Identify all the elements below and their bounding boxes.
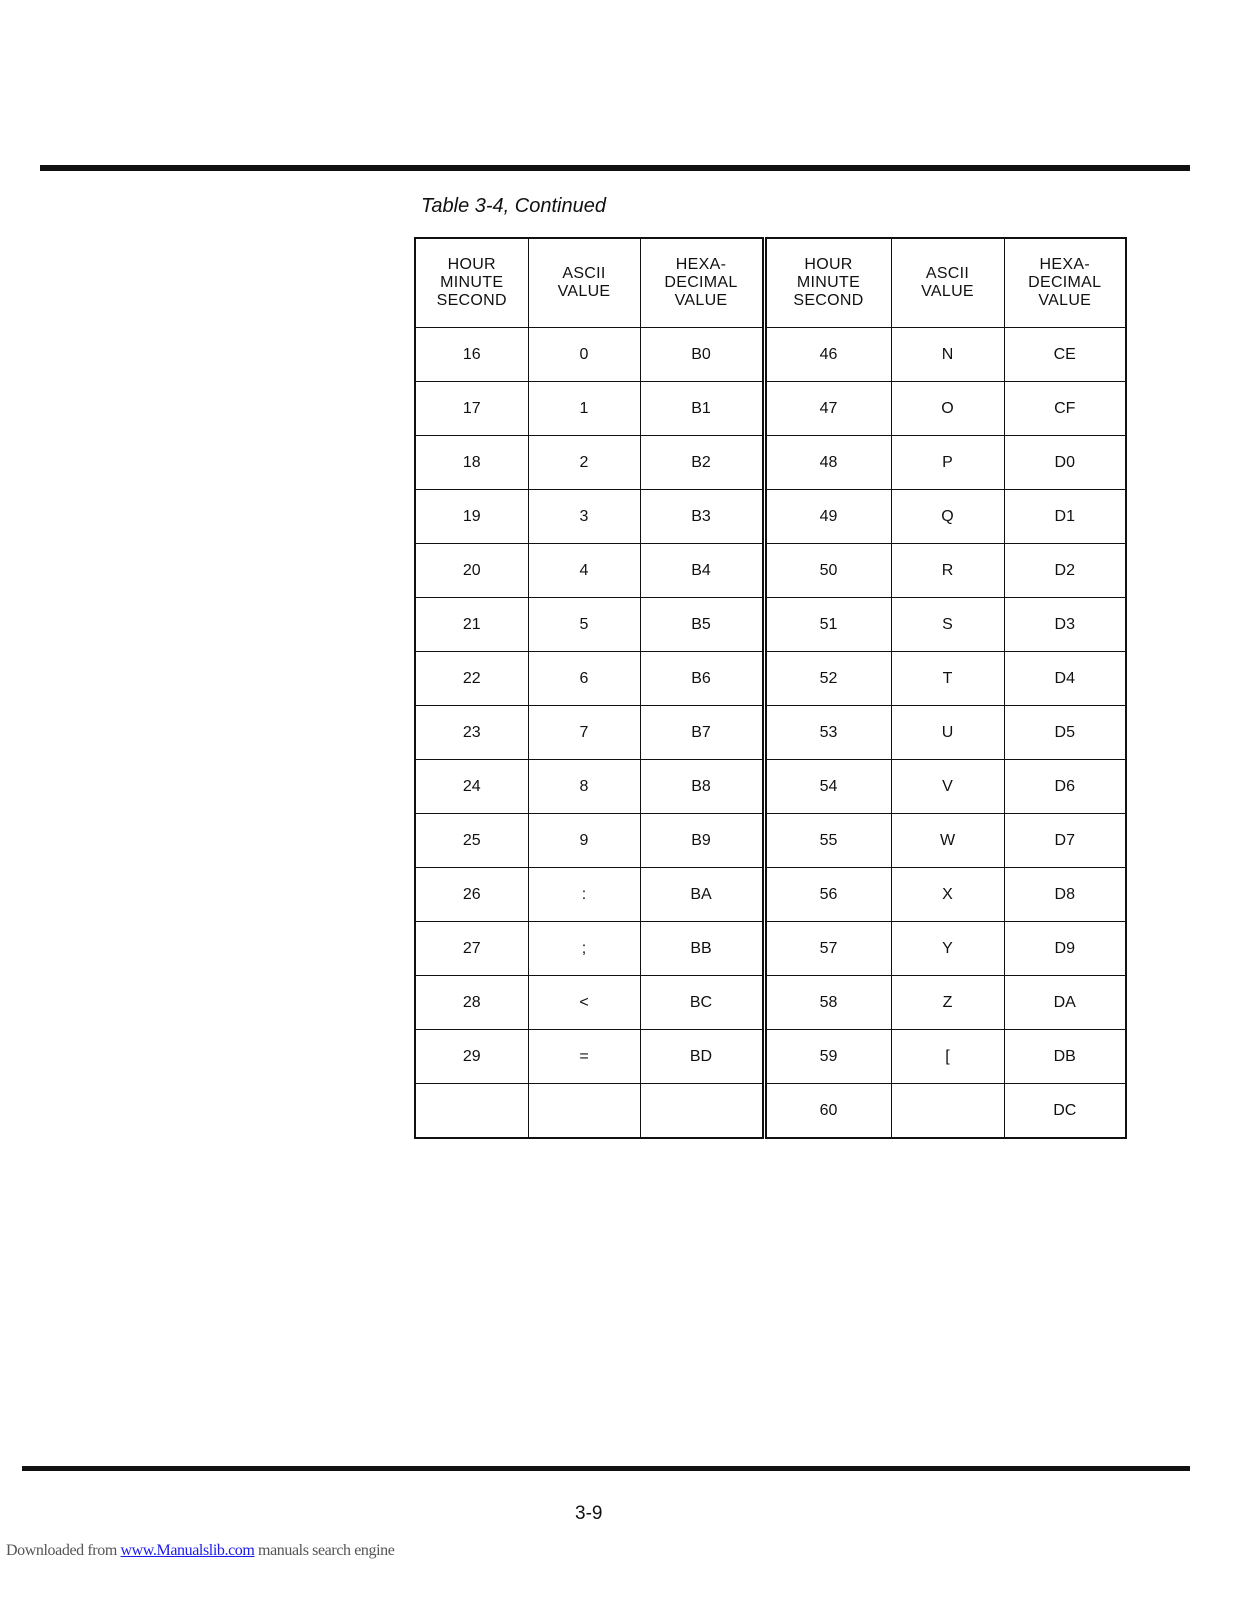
table-cell: BD	[640, 1030, 764, 1084]
manualslib-link[interactable]: www.Manualslib.com	[120, 1542, 255, 1559]
table-cell: BB	[640, 922, 764, 976]
ascii-hex-table	[414, 237, 1127, 1139]
table-cell: 49	[764, 490, 891, 544]
header-hour-minute-second: HOUR MINUTE SECOND	[415, 238, 528, 328]
table-cell: V	[891, 760, 1004, 814]
table-cell: 2	[528, 436, 640, 490]
table-cell: 58	[764, 976, 891, 1030]
table-row	[415, 490, 1126, 544]
table-row	[415, 598, 1126, 652]
table-row	[415, 760, 1126, 814]
table-row	[415, 1030, 1126, 1084]
table-row	[415, 814, 1126, 868]
table-cell: BC	[640, 976, 764, 1030]
table-cell: B3	[640, 490, 764, 544]
table-cell: 16	[415, 328, 528, 382]
table-cell: 46	[764, 328, 891, 382]
table-cell: [	[891, 1030, 1004, 1084]
table-header-row	[415, 238, 1126, 328]
table-cell: CF	[1004, 382, 1126, 436]
table-cell: <	[528, 976, 640, 1030]
table-cell: B7	[640, 706, 764, 760]
table-cell: CE	[1004, 328, 1126, 382]
table-cell: 19	[415, 490, 528, 544]
table-cell: D0	[1004, 436, 1126, 490]
header-hour-minute-second: HOUR MINUTE SECOND	[764, 238, 891, 328]
table-cell: 29	[415, 1030, 528, 1084]
table-cell: Z	[891, 976, 1004, 1030]
table-cell: 53	[764, 706, 891, 760]
table-cell: N	[891, 328, 1004, 382]
table-cell: D5	[1004, 706, 1126, 760]
table-row	[415, 1084, 1126, 1139]
table-cell: U	[891, 706, 1004, 760]
table-cell: D6	[1004, 760, 1126, 814]
table-cell: D9	[1004, 922, 1126, 976]
table-cell: 20	[415, 544, 528, 598]
table-cell: 50	[764, 544, 891, 598]
table-cell: 21	[415, 598, 528, 652]
table-cell: 6	[528, 652, 640, 706]
table-cell: 23	[415, 706, 528, 760]
download-footer	[6, 1542, 394, 1560]
header-ascii-value: ASCII VALUE	[891, 238, 1004, 328]
footer-suffix: manuals search engine	[254, 1542, 395, 1559]
table-cell: DC	[1004, 1084, 1126, 1139]
table-cell: DA	[1004, 976, 1126, 1030]
table-cell: 54	[764, 760, 891, 814]
table-cell	[640, 1084, 764, 1139]
table-cell: 5	[528, 598, 640, 652]
table-cell: 7	[528, 706, 640, 760]
table-cell: D4	[1004, 652, 1126, 706]
table-cell: 22	[415, 652, 528, 706]
table-cell: 24	[415, 760, 528, 814]
table-cell: R	[891, 544, 1004, 598]
table-cell: D8	[1004, 868, 1126, 922]
table-cell: 18	[415, 436, 528, 490]
header-ascii-value: ASCII VALUE	[528, 238, 640, 328]
table-cell: S	[891, 598, 1004, 652]
table-cell: 59	[764, 1030, 891, 1084]
table-cell: :	[528, 868, 640, 922]
table-cell: 4	[528, 544, 640, 598]
table-cell: 1	[528, 382, 640, 436]
table-cell: Q	[891, 490, 1004, 544]
table-cell	[415, 1084, 528, 1139]
table-row	[415, 544, 1126, 598]
table-cell: DB	[1004, 1030, 1126, 1084]
table-cell: 25	[415, 814, 528, 868]
table-cell: 60	[764, 1084, 891, 1139]
table-cell: 57	[764, 922, 891, 976]
table-row	[415, 706, 1126, 760]
table-cell: 56	[764, 868, 891, 922]
footer-prefix: Downloaded from	[6, 1542, 121, 1559]
table-cell: 9	[528, 814, 640, 868]
table-cell: B6	[640, 652, 764, 706]
table-cell: B4	[640, 544, 764, 598]
table-cell: D7	[1004, 814, 1126, 868]
table-cell: 0	[528, 328, 640, 382]
table-cell: 52	[764, 652, 891, 706]
top-rule	[40, 165, 1190, 171]
table-cell: 47	[764, 382, 891, 436]
table-cell: O	[891, 382, 1004, 436]
table-cell: D2	[1004, 544, 1126, 598]
table-cell: 17	[415, 382, 528, 436]
table-cell: B9	[640, 814, 764, 868]
table-cell: Y	[891, 922, 1004, 976]
table-caption: Table 3-4, Continued	[421, 195, 606, 217]
table-cell: B5	[640, 598, 764, 652]
bottom-rule	[22, 1466, 1190, 1471]
table-cell	[528, 1084, 640, 1139]
table-row	[415, 652, 1126, 706]
table-cell: X	[891, 868, 1004, 922]
header-hexadecimal-value: HEXA- DECIMAL VALUE	[1004, 238, 1126, 328]
table-cell: 55	[764, 814, 891, 868]
table-cell: B0	[640, 328, 764, 382]
table-cell: 51	[764, 598, 891, 652]
table-row	[415, 436, 1126, 490]
page-number: 3-9	[575, 1503, 603, 1524]
table-cell: P	[891, 436, 1004, 490]
table-cell: T	[891, 652, 1004, 706]
table-row	[415, 922, 1126, 976]
table-cell: W	[891, 814, 1004, 868]
table-cell: B8	[640, 760, 764, 814]
table-cell: ;	[528, 922, 640, 976]
table-cell: B2	[640, 436, 764, 490]
table-cell: 26	[415, 868, 528, 922]
table-cell: D1	[1004, 490, 1126, 544]
table-cell: =	[528, 1030, 640, 1084]
table-cell: BA	[640, 868, 764, 922]
table-cell: D3	[1004, 598, 1126, 652]
table-row	[415, 382, 1126, 436]
table-cell: 27	[415, 922, 528, 976]
table-cell: 48	[764, 436, 891, 490]
table-row	[415, 328, 1126, 382]
table-cell: 3	[528, 490, 640, 544]
table-row	[415, 868, 1126, 922]
table-cell: 8	[528, 760, 640, 814]
table-row	[415, 976, 1126, 1030]
table-cell: 28	[415, 976, 528, 1030]
table-cell	[891, 1084, 1004, 1139]
table-cell: B1	[640, 382, 764, 436]
header-hexadecimal-value: HEXA- DECIMAL VALUE	[640, 238, 764, 328]
